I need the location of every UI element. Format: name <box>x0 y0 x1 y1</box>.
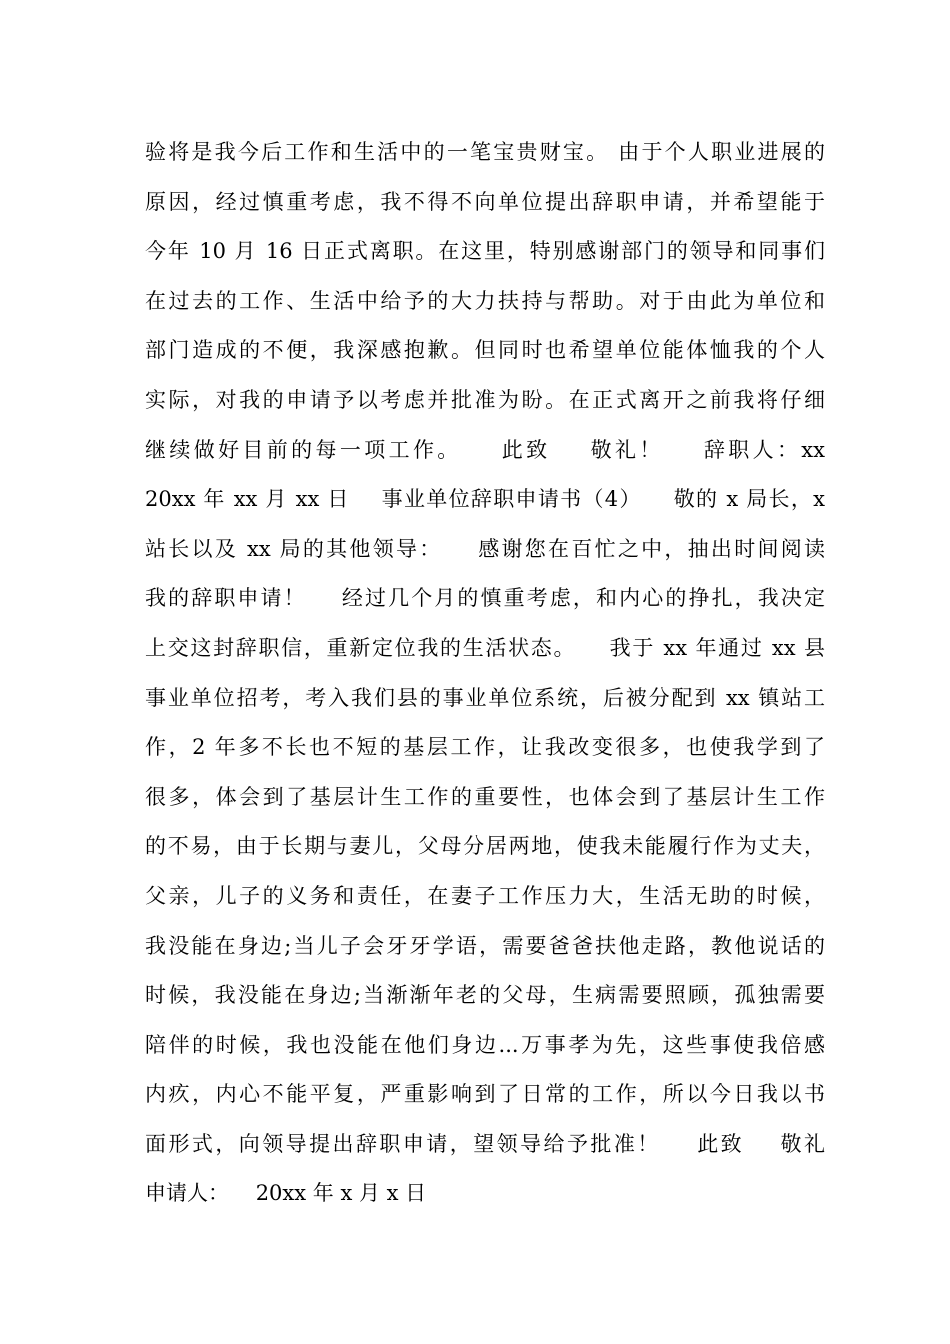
text-line: 作，2 年多不长也不短的基层工作，让我改变很多，也使我学到了 <box>145 735 825 760</box>
text-line: 验将是我今后工作和生活中的一笔宝贵财宝。 由于个人职业进展的 <box>145 140 825 164</box>
text-line: 的不易，由于长期与妻儿，父母分居两地，使我未能履行作为丈夫， <box>145 834 825 859</box>
text-line: 我的辞职申请！ 经过几个月的慎重考虑，和内心的挣扎，我决定 <box>145 586 825 611</box>
text-line: 事业单位招考，考入我们县的事业单位系统，后被分配到 xx 镇站工 <box>145 685 825 710</box>
text-line: 今年 10 月 16 日正式离职。在这里，特别感谢部门的领导和同事们 <box>145 239 825 264</box>
text-line: 申请人： 20xx 年 x 月 x 日 <box>145 1181 427 1206</box>
text-line: 部门造成的不便，我深感抱歉。但同时也希望单位能体恤我的个人 <box>145 338 825 363</box>
text-line: 站长以及 xx 局的其他领导： 感谢您在百忙之中，抽出时间阅读 <box>145 536 825 561</box>
text-line: 上交这封辞职信，重新定位我的生活状态。 我于 xx 年通过 xx 县 <box>145 635 825 660</box>
text-line: 内疚，内心不能平复，严重影响到了日常的工作，所以今日我以书 <box>145 1082 825 1107</box>
text-line: 面形式，向领导提出辞职申请，望领导给予批准！ 此致 敬礼 <box>145 1131 825 1156</box>
text-line: 原因，经过慎重考虑，我不得不向单位提出辞职申请，并希望能于 <box>145 189 825 214</box>
text-line: 在过去的工作、生活中给予的大力扶持与帮助。对于由此为单位和 <box>145 288 825 313</box>
text-line: 父亲，儿子的义务和责任，在妻子工作压力大，生活无助的时候， <box>145 883 825 908</box>
text-line: 陪伴的时候，我也没能在他们身边...万事孝为先，这些事使我倍感 <box>145 1032 825 1057</box>
text-line: 很多，体会到了基层计生工作的重要性，也体会到了基层计生工作 <box>145 784 825 809</box>
text-line: 我没能在身边;当儿子会牙牙学语，需要爸爸扶他走路，教他说话的 <box>145 933 825 958</box>
text-line: 时候，我没能在身边;当渐渐年老的父母，生病需要照顾，孤独需要 <box>145 983 825 1008</box>
text-line: 20xx 年 xx 月 xx 日 事业单位辞职申请书（4） 敬的 x 局长，x <box>145 487 825 512</box>
letter-body <box>145 128 825 1219</box>
text-line: 继续做好目前的每一项工作。 此致 敬礼！ 辞职人：xx <box>145 437 825 462</box>
text-line: 实际，对我的申请予以考虑并批准为盼。在正式离开之前我将仔细 <box>145 387 825 412</box>
